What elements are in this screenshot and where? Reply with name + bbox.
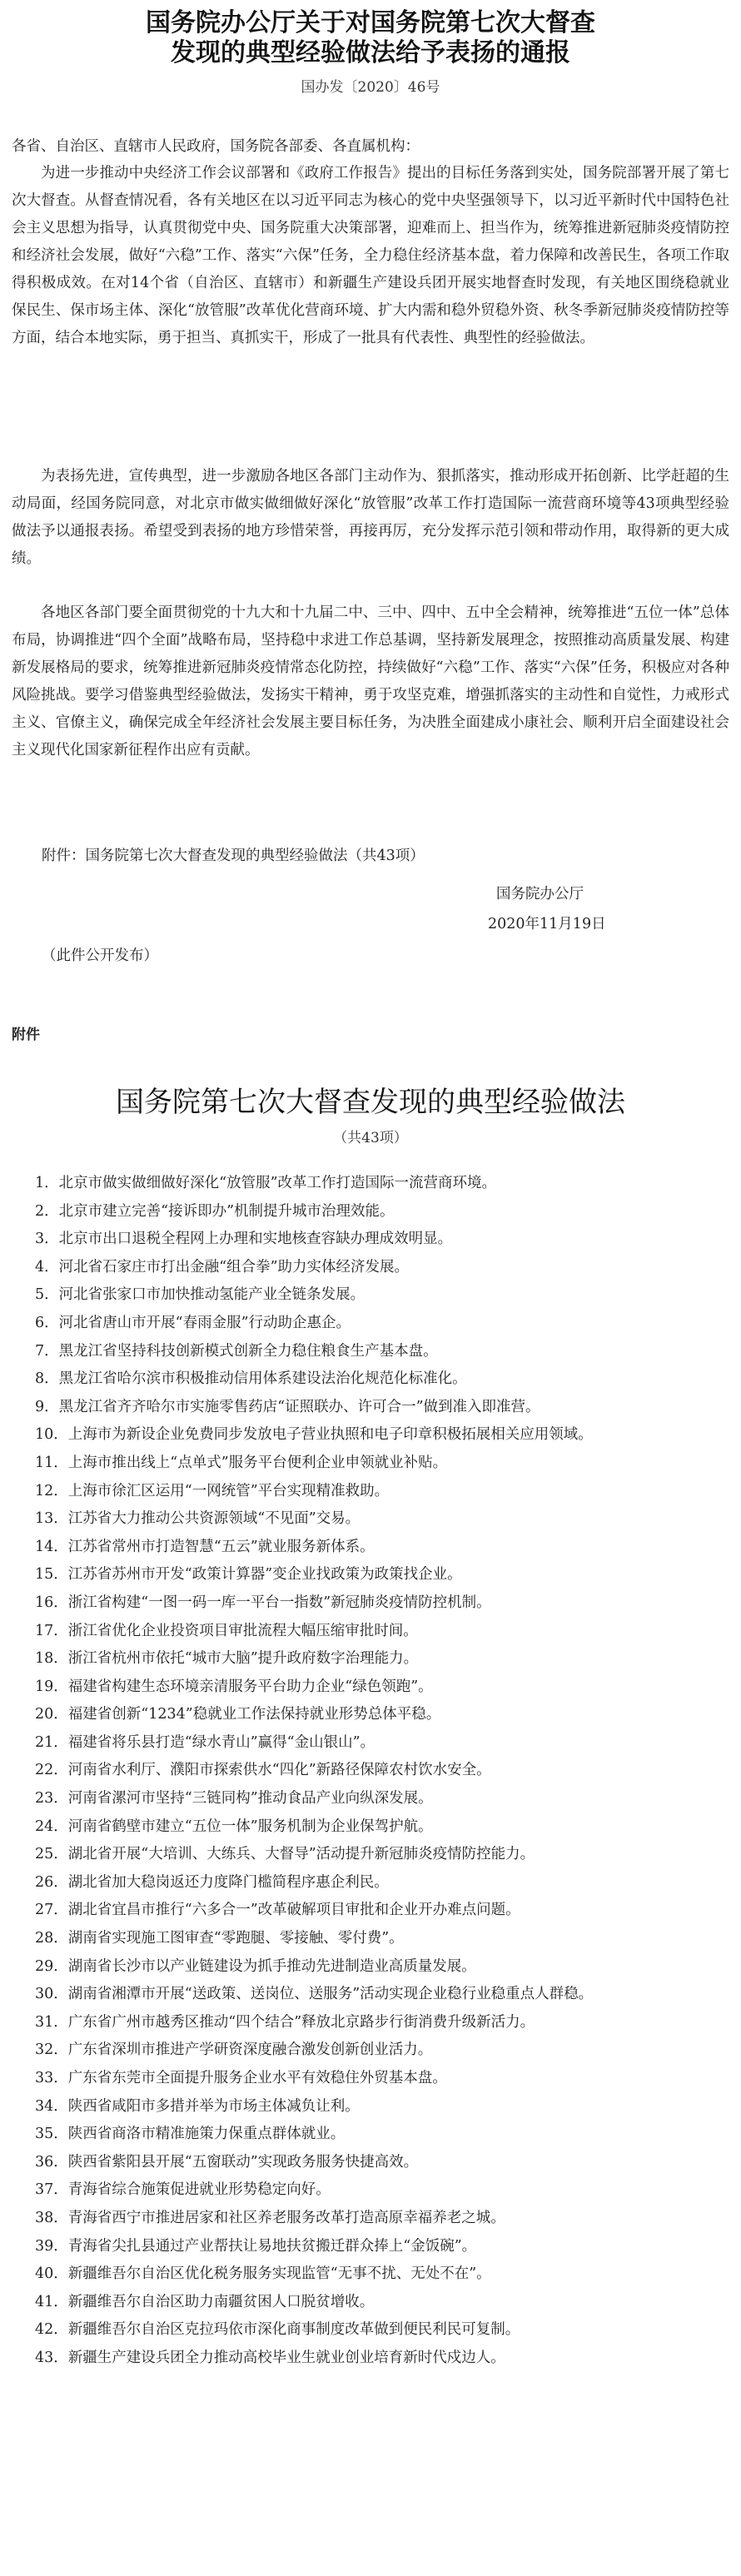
body-paragraph-2: 为表扬先进，宣传典型，进一步激励各地区各部门主动作为、狠抓落实，推动形成开拓创新、比学赶超的生动局面，经国务院同意，对北京市做实做细做好深化“放管服”改革工作打造国际一流营商环境等43项典型经验做法予以通报表扬。希望受到表扬的地方珍惜荣誉，再接再厉，充分发挥示范引领和带动作用，取得新的更大成绩。 <box>12 468 729 567</box>
list-item: 32．广东省深圳市推进产学研资深度融合激发创新创业活力。 <box>35 2041 433 2059</box>
signature-org: 国务院办公厅 <box>496 886 584 903</box>
list-item: 12．上海市徐汇区运用“一网统管”平台实现精准救助。 <box>35 1482 390 1499</box>
document-number: 国办发〔2020〕46号 <box>301 79 440 96</box>
release-note: （此件公开发布） <box>42 947 158 964</box>
list-item: 30．湖南省湘潭市开展“送政策、送岗位、送服务”活动实现企业稳行业稳重点人群稳。 <box>35 1986 594 2003</box>
list-item: 8．黑龙江省哈尔滨市积极推动信用体系建设法治化规范化标准化。 <box>35 1370 467 1388</box>
list-item: 18．浙江省杭州市依托“城市大脑”提升政府数字治理能力。 <box>35 1650 419 1668</box>
list-item: 35．陕西省商洛市精准施策力保重点群体就业。 <box>35 2126 346 2143</box>
list-item: 31．广东省广州市越秀区推动“四个结合”释放北京路步行街消费升级新活力。 <box>35 2013 535 2031</box>
list-item: 33．广东省东莞市全面提升服务企业水平有效稳住外贸基本盘。 <box>35 2070 447 2086</box>
attachment-note: 附件：国务院第七次大督查发现的典型经验做法（共43项） <box>42 848 425 864</box>
appendix-title: 国务院第七次大督查发现的典型经验做法 <box>116 1086 625 1119</box>
list-item: 26．湖北省加大稳岗返还力度降门槛简程序惠企利民。 <box>35 1873 389 1891</box>
list-item: 17．浙江省优化企业投资项目审批流程大幅压缩审批时间。 <box>35 1622 418 1639</box>
list-item: 1．北京市做实做细做好深化“放管服”改革工作打造国际一流营商环境。 <box>35 1175 497 1191</box>
appendix-label: 附件 <box>12 1027 40 1043</box>
list-item: 15．江苏省苏州市开发“政策计算器”变企业找政策为政策找企业。 <box>35 1566 462 1584</box>
signature-date: 2020年11月19日 <box>488 916 606 932</box>
list-item: 21．福建省将乐县打造“绿水青山”赢得“金山银山”。 <box>35 1733 375 1751</box>
experience-list <box>0 1170 741 2373</box>
list-item: 39．青海省尖扎县通过产业帮扶让易地扶贫搬迁群众捧上“金饭碗”。 <box>35 2237 477 2255</box>
list-item: 13．江苏省大力推动公共资源领域“不见面”交易。 <box>35 1510 361 1528</box>
list-item: 19．福建省构建生态环境亲清服务平台助力企业“绿色领跑”。 <box>35 1678 433 1695</box>
list-item: 22．河南省水利厅、濮阳市探索供水“四化”新路径保障农村饮水安全。 <box>35 1762 491 1779</box>
list-item: 27．湖北省宜昌市推行“六多合一”改革破解项目审批和企业开办难点问题。 <box>35 1902 520 1919</box>
list-item: 25．湖北省开展“大培训、大练兵、大督导”活动提升新冠肺炎疫情防控能力。 <box>35 1846 535 1863</box>
list-item: 7．黑龙江省坚持科技创新模式创新全力稳住粮食生产基本盘。 <box>35 1342 438 1360</box>
list-item: 14．江苏省常州市打造智慧“五云”就业服务新体系。 <box>35 1538 375 1555</box>
document-title-line-2: 发现的典型经验做法给予表扬的通报 <box>171 38 570 67</box>
list-item: 28．湖南省实现施工图审查“零跑腿、零接触、零付费”。 <box>35 1930 404 1947</box>
list-item: 2．北京市建立完善“接诉即办”机制提升城市治理效能。 <box>35 1202 395 1220</box>
list-item: 20．福建省创新“1234”稳就业工作法保持就业形势总体平稳。 <box>35 1706 441 1723</box>
list-item: 10．上海市为新设企业免费同步发放电子营业执照和电子印章积极拓展相关应用领域。 <box>35 1426 593 1444</box>
list-item: 4．河北省石家庄市打出金融“组合拳”助力实体经济发展。 <box>35 1258 410 1276</box>
list-item: 36．陕西省紫阳县开展“五窗联动”实现政务服务快捷高效。 <box>35 2153 419 2171</box>
list-item: 9．黑龙江省齐齐哈尔市实施零售药店“证照联办、许可合一”做到准入即准营。 <box>35 1398 540 1415</box>
list-item: 40．新疆维吾尔自治区优化税务服务实现监管“无事不扰、无处不在”。 <box>35 2265 491 2283</box>
list-item: 5．河北省张家口市加快推动氢能产业全链条发展。 <box>35 1286 366 1304</box>
body-paragraph-3: 各地区各部门要全面贯彻党的十九大和十九届二中、三中、四中、五中全会精神，统筹推进“五位一体”总体布局，协调推进“四个全面”战略布局，坚持稳中求进工作总基调，坚持新发展理念，按照推动高质量发展、构建新发展格局的要求，统筹推进新冠肺炎疫情常态化防控，持续做好“六稳”工作、落实“六保”任务，积极应对各种风险挑战。要学习借鉴典型经验做法，发扬实干精神，勇于攻坚克难，增强抓落实的主动性和自觉性，力戒形式主义、官僚主义，确保完成全年经济社会发展主要目标任务，为决胜全面建成小康社会、顺利开启全面建设社会主义现代化国家新征程作出应有贡献。 <box>12 604 729 758</box>
list-item: 29．湖南省长沙市以产业链建设为抓手推动先进制造业高质量发展。 <box>35 1957 476 1975</box>
list-item: 6．河北省唐山市开展“春雨金服”行动助企惠企。 <box>35 1314 351 1331</box>
list-item: 42．新疆维吾尔自治区克拉玛依市深化商事制度改革做到便民利民可复制。 <box>35 2321 520 2339</box>
list-item: 16．浙江省构建“一图一码一库一平台一指数”新冠肺炎疫情防控机制。 <box>35 1594 491 1611</box>
list-item: 37．青海省综合施策促进就业形势稳定向好。 <box>35 2181 331 2199</box>
list-item: 38．青海省西宁市推进居家和社区养老服务改革打造高原幸福养老之城。 <box>35 2209 505 2226</box>
list-item: 43．新疆生产建设兵团全力推动高校毕业生就业创业培育新时代戍边人。 <box>35 2349 505 2366</box>
list-item: 34．陕西省咸阳市多措并举为市场主体减负让利。 <box>35 2097 360 2115</box>
document-title-line-1: 国务院办公厅关于对国务院第七次大督查 <box>146 8 595 37</box>
list-item: 41．新疆维吾尔自治区助力南疆贫困人口脱贫增收。 <box>35 2293 375 2310</box>
list-item: 3．北京市出口退税全程网上办理和实地核查容缺办理成效明显。 <box>35 1231 453 1248</box>
salutation: 各省、自治区、直辖市人民政府，国务院各部委、各直属机构： <box>12 138 420 155</box>
list-item: 11．上海市推出线上“点单式”服务平台便利企业申领就业补贴。 <box>35 1454 448 1471</box>
list-item: 23．河南省漯河市坚持“三链同构”推动食品产业向纵深发展。 <box>35 1790 433 1808</box>
list-item: 24．河南省鹤壁市建立“五位一体”服务机制为企业保驾护航。 <box>35 1818 433 1835</box>
appendix-subtitle: （共43项） <box>333 1130 408 1146</box>
body-paragraph-1: 为进一步推动中央经济工作会议部署和《政府工作报告》提出的目标任务落到实处，国务院部署开展了第七次大督查。从督查情况看，各有关地区在以习近平同志为核心的党中央坚强领导下，以习近平新时代中国特色社会主义思想为指导，认真贯彻党中央、国务院重大决策部署，迎难而上、担当作为，统筹推进新冠肺炎疫情防控和经济社会发展，做好“六稳”工作、落实“六保”任务，全力稳住经济基本盘，着力保障和改善民生，各项工作取得积极成效。在对14个省（自治区、直辖市）和新疆生产建设兵团开展实地督查时发现，有关地区围绕稳就业保民生、保市场主体、深化“放管服”改革优化营商环境、扩大内需和稳外贸稳外资、秋冬季新冠肺炎疫情防控等方面，结合本地实际，勇于担当、真抓实干，形成了一批具有代表性、典型性的经验做法。 <box>12 165 729 346</box>
